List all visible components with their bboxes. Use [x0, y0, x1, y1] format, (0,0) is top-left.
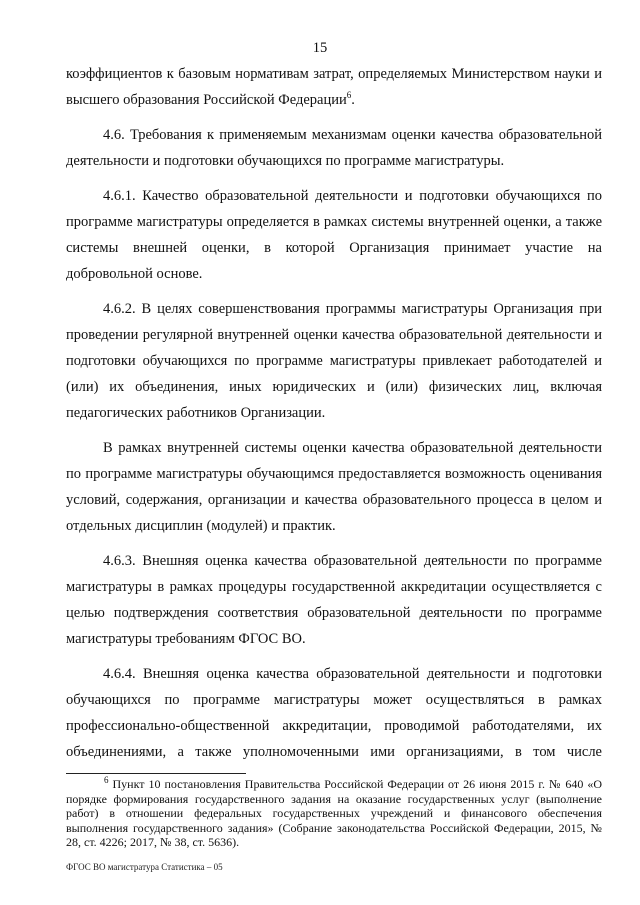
paragraph-line: обучающихся по программе магистратуры может осуществляться в рамках [66, 692, 602, 708]
paragraph-line: деятельности по программе магистратуры требованиям ФГОС ВО. [66, 605, 602, 647]
paragraph-line: образовательного процесса в целом и отдельных дисциплин (модулей) и практик. [66, 492, 602, 534]
paragraph-line: лиц, включая педагогических работников Организации. [66, 379, 603, 421]
paragraph-line: науки и высшего образования Российской Федерации [66, 66, 602, 108]
body-text [66, 61, 602, 765]
paragraph-line: при проведении регулярной внутренней оценки качества образовательной [66, 301, 602, 343]
footnote-reference: 6 [346, 90, 352, 101]
paragraph-line: коэффициентов к базовым нормативам затрат, определяемых Министерством [66, 66, 550, 82]
paragraph-line: а также системы внешней оценки, в которой Организация принимает участие [66, 214, 603, 256]
paragraph-line: по программе магистратуры определяется в рамках системы внутренней оценки, [66, 188, 603, 230]
paragraph-4-6-4 [66, 661, 602, 765]
page-number: 15 [312, 40, 328, 56]
footnote-divider [66, 773, 246, 774]
footnote [66, 777, 602, 850]
paragraph-line: профессионально-общественной аккредитации, проводимой работодателями, [66, 718, 575, 734]
paragraph-4-6 [66, 122, 602, 174]
paragraph-continuation: коэффициентов к базовым нормативам затрат, определяемых Министерством науки и высшего образования Российской Федерации$^6$. [66, 66, 602, 108]
footnote-text: Пункт 10 постановления Правительства Российской Федерации от 26 июня 2015 г. № 640 «О порядке формирования государственного задания на оказание государственных услуг (выполнение работ) в отношении федеральных государственных учреждений и финансового обеспечения выполнения государственного задания» (Собрание законодательства Российской Федерации, 2015, № 28, ст. 4226; 2017, № 38, ст. 5636). [66, 777, 602, 849]
footnote-marker: 6 [104, 775, 109, 785]
paragraph-4-6-1 [66, 183, 602, 287]
paragraph-line: деятельности и подготовки обучающихся по программе магистратуры привлекает [66, 327, 602, 369]
paragraph-line: осуществляется с целью подтверждения соответствия образовательной [66, 579, 602, 621]
page-footer: ФГОС ВО магистратура Статистика – 05 [66, 862, 223, 872]
paragraph-line: 4.6.4. Внешняя оценка качества образовательной деятельности и подготовки [103, 666, 602, 682]
paragraph-line: деятельности по программе магистратуры обучающимся предоставляется [66, 440, 603, 482]
paragraph-line: 4.6.2. В целях совершенствования программы магистратуры Организация [103, 301, 574, 317]
paragraph-line: 4.6. Требования к применяемым механизмам оценки качества [103, 127, 494, 143]
paragraph-4-6-2 [66, 296, 602, 426]
paragraph-line: образовательной деятельности и подготовки обучающихся по программе [66, 127, 603, 169]
paragraph-line: по программе магистратуры в рамках процедуры государственной аккредитации [66, 553, 602, 595]
paragraph-line: работодателей и (или) их объединения, иных юридических и (или) физических [66, 353, 602, 395]
paragraph-line: возможность оценивания условий, содержания, организации и качества [66, 466, 603, 508]
paragraph-line: на добровольной основе. [66, 240, 602, 282]
paragraph-line: магистратуры. [414, 153, 505, 169]
paragraph-line: 4.6.1. Качество образовательной деятельности и подготовки обучающихся [103, 188, 581, 204]
paragraph-line: 4.6.3. Внешняя оценка качества образовательной деятельности [103, 553, 507, 569]
paragraph-4-6-3 [66, 548, 602, 652]
paragraph-line: В рамках внутренней системы оценки качества образовательной [103, 440, 514, 456]
paragraph-internal-assessment [66, 435, 602, 539]
paragraph-line: их объединениями, а также уполномоченными ими организациями, в том числе [66, 718, 602, 760]
